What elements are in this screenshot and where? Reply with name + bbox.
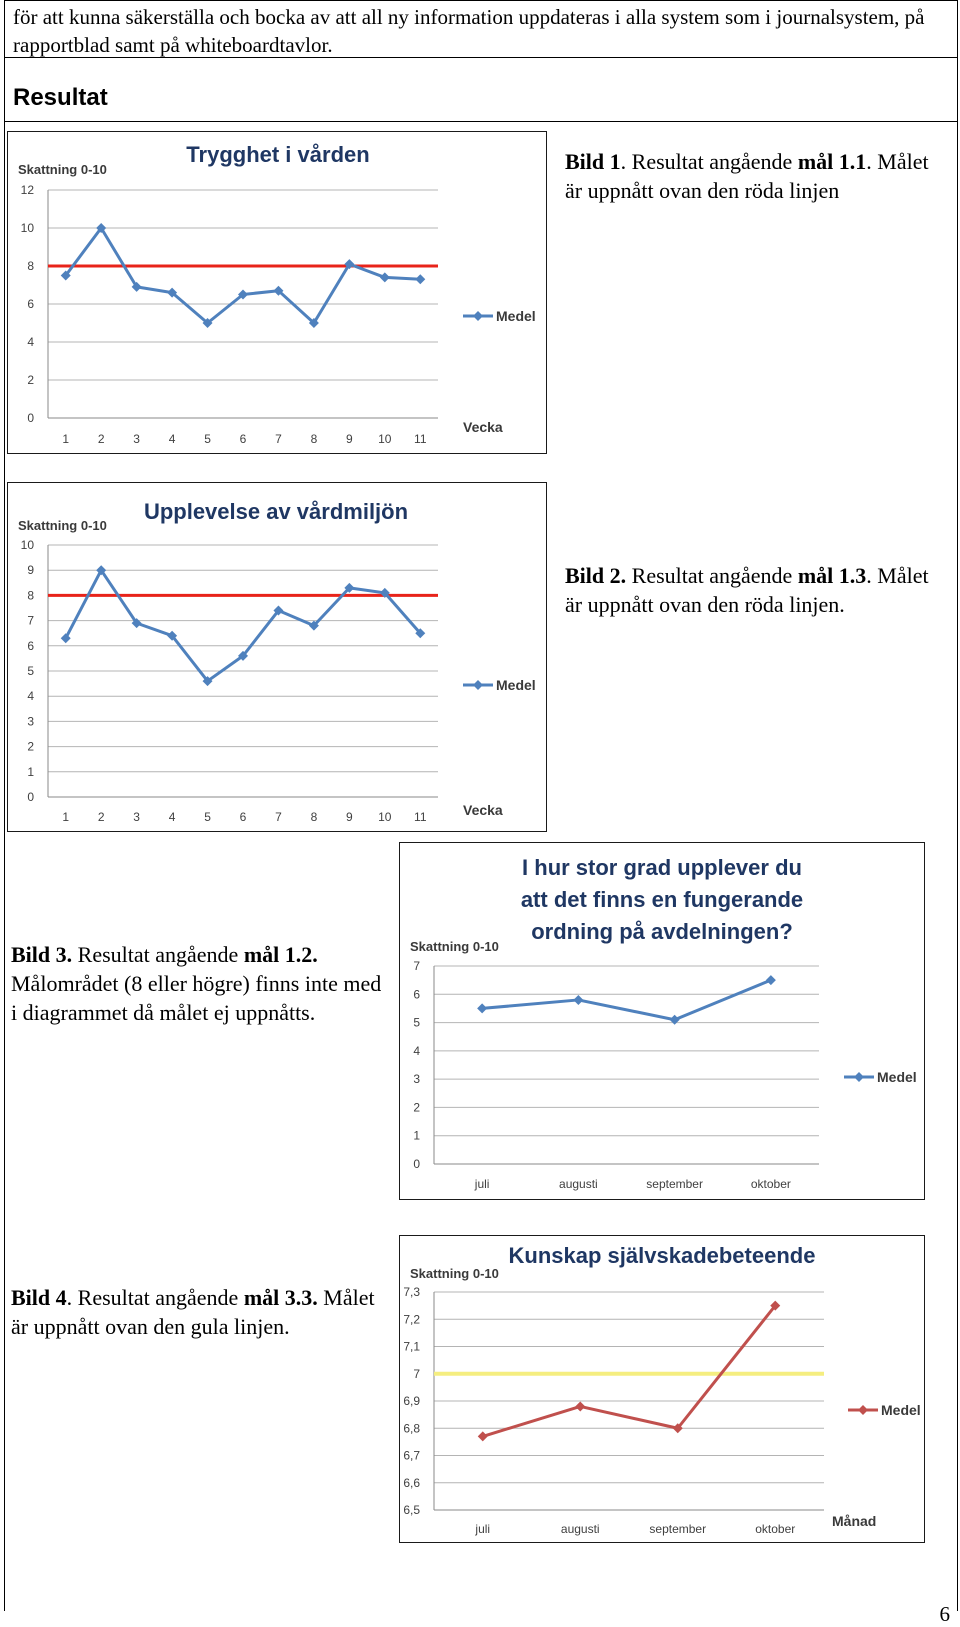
y-tick-label: 6 [27,297,34,311]
legend-label: Medel [496,308,536,324]
y-tick-label: 3 [413,1072,420,1087]
chart-title: I hur stor grad upplever du [522,855,802,880]
x-axis-label: Månad [832,1513,877,1529]
y-tick-label: 7 [413,1366,420,1381]
legend-swatch-marker [854,1072,864,1082]
x-tick-label: juli [475,1522,491,1536]
x-tick-label: 7 [275,810,282,824]
y-axis-label: Skattning 0-10 [18,162,107,177]
y-tick-label: 4 [27,689,34,704]
caption-bild-2 [565,561,935,619]
y-tick-label: 6 [413,987,420,1002]
x-tick-label: oktober [755,1522,796,1536]
x-tick-label: 10 [378,810,392,824]
x-tick-label: 6 [239,810,247,824]
chart-upplevelse [7,482,547,832]
chart-kunskap [399,1235,925,1543]
x-tick-label: 5 [204,432,211,446]
caption-text: . Resultat angående [620,149,798,174]
caption-text: Resultat angående [72,942,244,967]
section-heading: Resultat [4,57,958,122]
page-number: 6 [939,1602,950,1626]
x-tick-label: 1 [62,432,70,446]
y-tick-label: 0 [27,790,34,804]
x-tick-label: 3 [133,810,140,824]
y-tick-label: 6,6 [403,1475,420,1490]
intro-paragraph: för att kunna säkerställa och bocka av att all ny information uppdateras i alla system som i journalsystem, på rapportblad samt på whiteboardtavlor. [4,0,958,58]
caption-text: Målområdet (8 eller högre) finns inte med i diagrammet då målet ej uppnåtts. [11,971,382,1025]
x-tick-label: juli [474,1177,490,1191]
legend-swatch-marker [858,1405,868,1415]
y-axis-label: Skattning 0-10 [410,1266,499,1281]
caption-bild-4 [11,1283,391,1341]
y-tick-label: 4 [27,335,34,349]
chart-title: Trygghet i vården [186,142,370,167]
y-axis-label: Skattning 0-10 [18,518,107,533]
legend-swatch-marker [473,311,483,321]
x-tick-label: 7 [275,432,282,446]
caption-text: Målet är uppnått ovan den gula linjen. [11,1285,375,1339]
legend-label: Medel [881,1402,921,1418]
x-tick-label: 2 [97,810,105,824]
caption-label: Bild 3. [11,942,73,967]
chart-title: att det finns en fungerande [520,887,804,912]
x-tick-label: 6 [239,432,247,446]
y-axis-label: Skattning 0-10 [410,939,499,954]
caption-label: Bild 2. [565,563,627,588]
x-axis-label: Vecka [463,419,503,435]
chart-ordning [399,842,925,1200]
x-tick-label: 1 [62,810,70,824]
y-tick-label: 7 [27,613,34,628]
caption-goal: mål 1.2. [243,942,318,967]
caption-goal: mål 1.3 [797,563,867,588]
x-tick-label: augusti [559,1177,598,1191]
x-tick-label: 10 [378,432,392,446]
chart-title: Upplevelse av vårdmiljön [143,499,409,524]
series-line-medel [66,570,421,681]
caption-text: Resultat angående [626,563,798,588]
x-tick-label: 2 [97,432,105,446]
y-tick-label: 6,8 [403,1421,420,1436]
y-tick-label: 7,2 [403,1312,420,1327]
y-tick-label: 10 [20,221,34,235]
x-tick-label: 11 [414,432,427,446]
legend-label: Medel [877,1069,917,1085]
x-tick-label: september [649,1522,707,1536]
y-tick-label: 0 [27,411,34,425]
caption-bild-1 [565,147,935,205]
y-tick-label: 7 [413,959,420,973]
data-point [477,1003,487,1013]
data-point [766,975,776,985]
chart-title: Kunskap självskadebeteende [508,1243,816,1268]
x-tick-label: 11 [414,810,427,824]
legend-label: Medel [496,677,536,693]
y-tick-label: 2 [27,373,34,387]
y-tick-label: 6 [27,638,34,653]
data-point [575,1401,585,1411]
x-axis-label: Vecka [463,802,503,818]
y-tick-label: 1 [27,764,34,779]
y-tick-label: 3 [27,714,34,729]
y-tick-label: 7,1 [403,1339,420,1354]
data-point [670,1015,680,1025]
caption-label: Bild 4 [11,1285,67,1310]
y-tick-label: 2 [413,1100,420,1115]
caption-text: . Målet är uppnått ovan den röda linjen [565,149,929,203]
y-tick-label: 5 [27,664,34,678]
y-tick-label: 7,3 [403,1285,420,1299]
caption-goal: mål 3.3. [243,1285,318,1310]
caption-text: . Målet är uppnått ovan den röda linjen. [565,563,929,617]
y-tick-label: 0 [413,1157,420,1171]
y-tick-label: 9 [27,563,34,578]
x-tick-label: 8 [310,432,318,446]
data-point [478,1431,488,1441]
y-tick-label: 6,9 [403,1394,420,1408]
y-tick-label: 6,7 [403,1448,420,1463]
x-tick-label: 4 [168,810,176,824]
legend-swatch-marker [473,680,483,690]
series-line-medel [66,228,421,323]
x-tick-label: 9 [346,810,353,824]
y-tick-label: 6,5 [403,1503,420,1517]
caption-text: . Resultat angående [66,1285,244,1310]
x-tick-label: 9 [346,432,353,446]
series-line-medel [482,980,771,1020]
data-point [380,272,390,282]
data-point [573,995,583,1005]
chart-trygghet [7,131,547,454]
y-tick-label: 12 [20,183,34,197]
y-tick-label: 1 [413,1128,420,1143]
data-point [415,274,425,284]
caption-goal: mål 1.1 [797,149,867,174]
x-tick-label: 5 [204,810,211,824]
y-tick-label: 8 [27,259,34,273]
y-tick-label: 2 [27,739,34,754]
y-tick-label: 8 [27,588,34,603]
x-tick-label: augusti [560,1522,600,1536]
x-tick-label: 8 [310,810,318,824]
caption-bild-3 [11,940,391,1027]
caption-label: Bild 1 [565,149,621,174]
y-tick-label: 10 [20,538,34,552]
series-line-medel [483,1306,776,1437]
x-tick-label: 3 [133,432,140,446]
y-tick-label: 5 [413,1015,420,1030]
x-tick-label: september [646,1177,703,1191]
x-tick-label: 4 [168,432,176,446]
chart-title: ordning på avdelningen? [531,919,793,944]
x-tick-label: oktober [750,1177,791,1191]
y-tick-label: 4 [413,1043,420,1058]
